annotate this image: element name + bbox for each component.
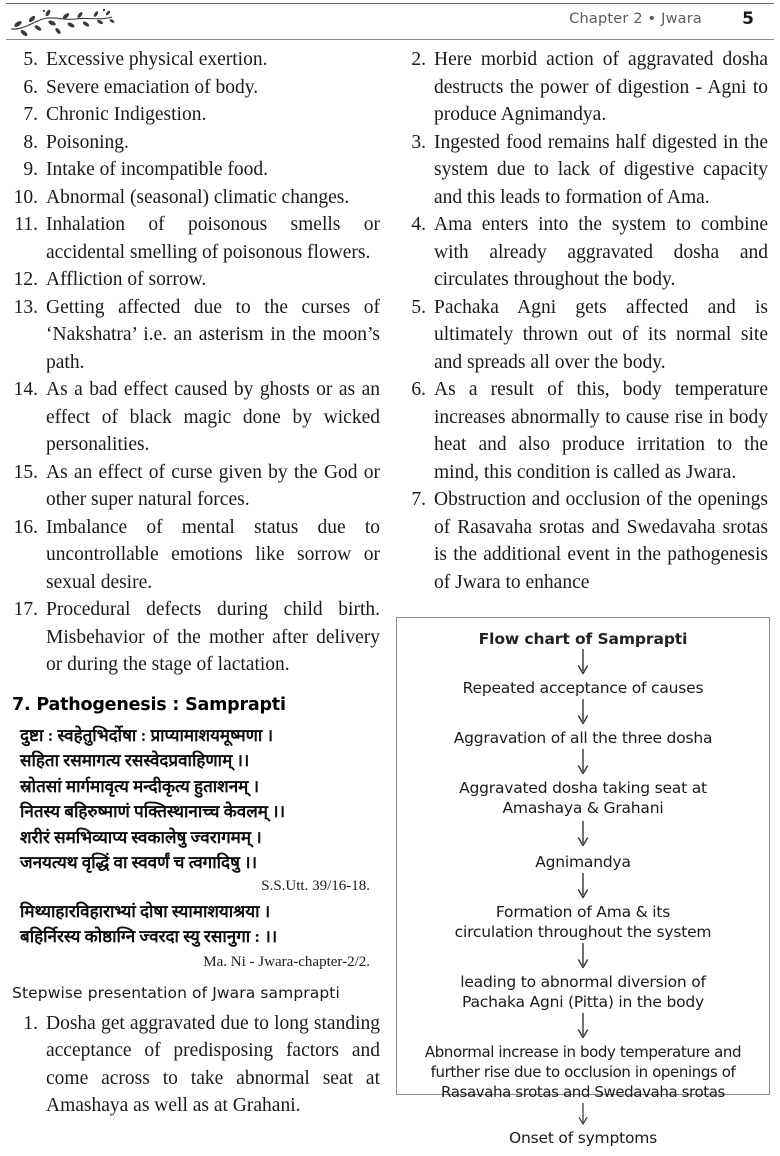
list-item-number: 14. <box>13 379 38 400</box>
list-item-text: Obstruction and occlusion of the openings of Rasavaha srotas and Swedavaha srotas is the additional event in the pathogenesis of Jwara to enhance <box>434 489 768 593</box>
list-item-text: Ama enters into the system to combine with already aggravated dosha and circulates throughout the body. <box>434 214 768 290</box>
down-arrow-icon <box>403 648 763 678</box>
list-item-text: As a bad effect caused by ghosts or as an effect of black magic done by wicked personalities. <box>46 379 380 455</box>
list-item-number: 7. <box>411 489 426 510</box>
verse-line: दुष्टा : स्वहेतुभिर्दोषा : प्राप्यामाशयमूष्मणा । <box>20 725 274 745</box>
verse-line: बहिर्निरस्य कोष्ठाग्नि ज्वरदा स्यु रसानुगा : ।। <box>20 927 278 946</box>
list-item <box>400 486 768 596</box>
list-item <box>400 46 768 129</box>
subheading-stepwise-presentation: Stepwise presentation of Jwara samprapti <box>12 983 340 1002</box>
list-item <box>12 74 380 102</box>
list-item-text: Imbalance of mental status due to uncontrollable emotions like sorrow or sexual desire. <box>46 516 380 593</box>
list-item-number: 6. <box>411 379 426 400</box>
sanskrit-verse-2 <box>20 899 380 950</box>
verse-line: जनयत्यथ वृद्धिं वा स्ववर्णं च त्वगादिषु ।। <box>20 853 258 872</box>
list-item <box>12 184 380 212</box>
down-arrow-icon <box>403 872 763 902</box>
down-arrow-icon <box>403 942 763 972</box>
list-item-number: 7. <box>23 104 38 125</box>
list-item <box>12 129 380 157</box>
verse-line: मिथ्याहारविहाराभ्यां दोषा स्यामाशयाश्रया । <box>20 901 271 921</box>
list-item <box>12 211 380 266</box>
vine-branch-ornament <box>8 8 128 38</box>
flowchart-node: Abnormal increase in body temperature and further rise due to occlusion in openings of Rasavaha srotas and Swedavaha srotas <box>424 1043 742 1101</box>
list-item-number: 12. <box>13 269 38 290</box>
header-rule-bottom <box>6 39 774 40</box>
list-item-text: Dosha get aggravated due to long standing acceptance of predisposing factors and come across to take abnormal seat at Amashaya as well as at Grahani. <box>46 1012 380 1116</box>
list-item-number: 16. <box>13 516 38 538</box>
list-item-text: Poisoning. <box>46 131 129 153</box>
list-item <box>12 1010 380 1120</box>
list-item-number: 4. <box>411 214 426 235</box>
flowchart-title: Flow chart of Samprapti <box>478 630 688 648</box>
list-item-text: Abnormal (seasonal) climatic changes. <box>46 186 350 208</box>
header-rule-top <box>6 3 774 4</box>
list-item-number: 15. <box>13 461 38 483</box>
citation-madhava-nidana: Ma. Ni - Jwara-chapter-2/2. <box>203 953 370 970</box>
list-item-text: Excessive physical exertion. <box>46 49 268 70</box>
causes-list <box>12 46 380 679</box>
flowchart-node: Agnimandya <box>535 853 631 871</box>
flowchart-node: Aggravated dosha taking seat at Amashaya & Grahani <box>459 779 707 817</box>
list-item-number: 6. <box>23 76 38 98</box>
list-item-number: 5. <box>411 296 426 318</box>
list-item <box>12 101 380 129</box>
stepwise-list-right <box>400 46 768 596</box>
list-item-number: 5. <box>23 49 38 70</box>
list-item <box>12 459 380 514</box>
list-item-text: Intake of incompatible food. <box>46 159 269 180</box>
flowchart-content <box>397 618 769 1156</box>
list-item-text: Ingested food remains half digested in the system due to lack of digestive capacity and this leads to formation of Ama. <box>434 131 768 208</box>
list-item-text: As an effect of curse given by the God or other super natural forces. <box>46 461 380 510</box>
list-item-number: 9. <box>23 159 38 180</box>
page-header <box>0 0 780 42</box>
list-item <box>12 46 380 74</box>
list-item <box>12 266 380 294</box>
list-item-number: 8. <box>23 131 38 153</box>
section-heading-pathogenesis: 7. Pathogenesis : Samprapti <box>12 694 286 715</box>
down-arrow-icon <box>403 748 763 778</box>
list-item-text: Inhalation of poisonous smells or accidental smelling of poisonous flowers. <box>46 214 380 263</box>
flowchart-node: Aggravation of all the three dosha <box>453 729 713 747</box>
list-item-text: Pachaka Agni gets affected and is ultimately thrown out of its normal site and spreads all over the body. <box>434 296 768 373</box>
list-item-text: Getting affected due to the curses of ‘Nakshatra’ i.e. an asterism in the moon’s path. <box>46 296 380 373</box>
right-column <box>400 46 768 596</box>
list-item <box>12 514 380 597</box>
list-item <box>12 376 380 459</box>
sanskrit-verse-1 <box>20 723 380 876</box>
list-item-number: 1. <box>23 1012 38 1034</box>
list-item-text: Chronic Indigestion. <box>46 104 207 125</box>
header-chapter-label: Chapter 2 • Jwara <box>569 11 702 27</box>
list-item <box>400 294 768 377</box>
flowchart-samprapti <box>396 617 770 1147</box>
list-item <box>12 156 380 184</box>
list-item-number: 11. <box>14 214 38 235</box>
list-item-text: Severe emaciation of body. <box>46 76 259 98</box>
stepwise-list-left <box>12 1010 380 1120</box>
list-item <box>400 211 768 294</box>
list-item-text: Here morbid action of aggravated dosha destructs the power of digestion - Agni to produce Agnimandya. <box>434 49 768 125</box>
left-column <box>12 46 380 1120</box>
verse-line: शरीरं समभिव्याप्य स्वकालेषु ज्वरागमम् । <box>20 827 262 847</box>
flowchart-node: Onset of symptoms <box>508 1129 658 1147</box>
flowchart-node: Repeated acceptance of causes <box>462 679 704 697</box>
citation-sushruta: S.S.Utt. 39/16-18. <box>261 877 370 894</box>
list-item-number: 10. <box>13 186 38 208</box>
list-item <box>400 376 768 486</box>
list-item <box>12 596 380 679</box>
list-item-text: Affliction of sorrow. <box>46 269 207 290</box>
list-item-number: 17. <box>13 599 38 620</box>
down-arrow-icon <box>403 818 763 852</box>
down-arrow-icon <box>403 1012 763 1042</box>
list-item-number: 2. <box>411 49 426 70</box>
flowchart-node: Formation of Ama & its circulation throughout the system <box>454 903 712 941</box>
list-item-text: Procedural defects during child birth. Misbehavior of the mother after delivery or during the stage of lactation. <box>46 599 380 675</box>
list-item <box>400 129 768 212</box>
page-number: 5 <box>742 9 754 29</box>
list-item-number: 3. <box>411 131 426 153</box>
list-item-number: 13. <box>13 296 38 318</box>
list-item-text: As a result of this, body temperature increases abnormally to cause rise in body heat and also produce irritation to the mind, this condition is called as Jwara. <box>434 379 768 483</box>
verse-line: स्रोतसां मार्गमावृत्य मन्दीकृत्य हुताशनम् । <box>20 776 260 796</box>
list-item <box>12 294 380 377</box>
verse-line: सहिता रसमागत्य रसस्वेदप्रवाहिणाम् ।। <box>20 751 250 770</box>
flowchart-node: leading to abnormal diversion of Pachaka Agni (Pitta) in the body <box>460 973 706 1011</box>
down-arrow-icon <box>403 698 763 728</box>
down-arrow-icon <box>403 1102 763 1128</box>
verse-line: नितस्य बहिरुष्माणं पक्तिस्थानाच्च केवलम् ।। <box>20 802 286 821</box>
